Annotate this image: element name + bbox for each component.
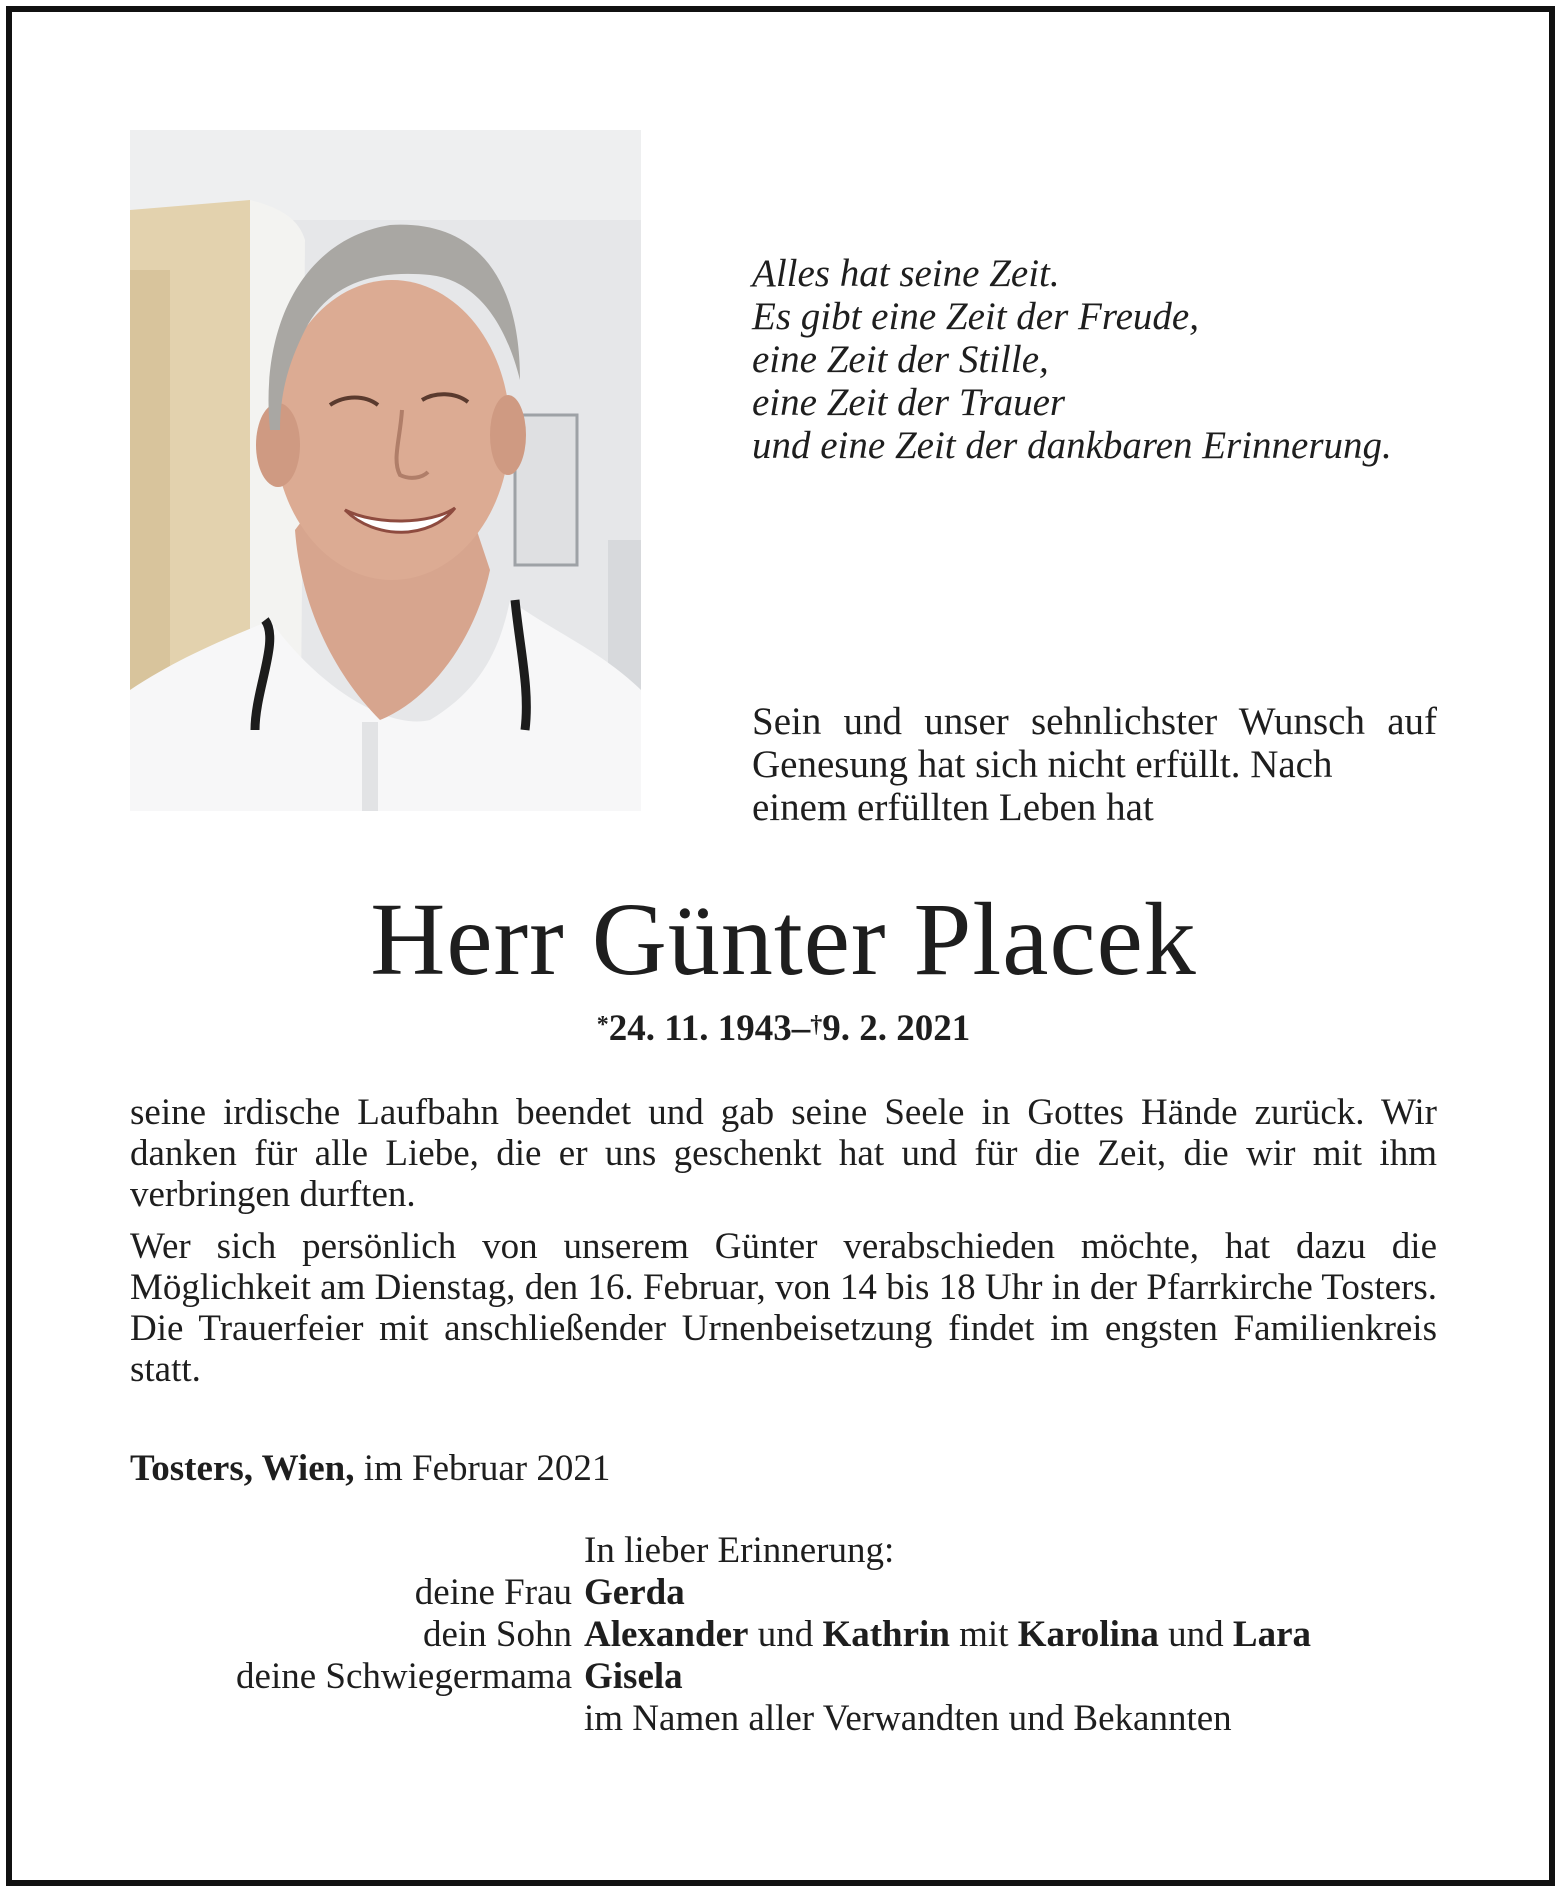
portrait-illustration [130,130,641,811]
connector-word: mit [959,1614,1009,1655]
death-date: 9. 2. 2021 [822,1008,971,1049]
quote-line: eine Zeit der Stille, [752,338,1049,381]
mourner-row [130,1656,1440,1698]
mourners-closing-row [130,1698,1440,1740]
mourner-name: Gisela [584,1656,683,1697]
birth-date: 24. 11. 1943 [608,1008,792,1049]
mourner-name: Alexander [584,1614,749,1655]
place-date [130,1448,610,1490]
mourner-name: Gerda [584,1572,685,1613]
mourner-role: deine Frau [414,1572,572,1613]
quote-line: und eine Zeit der dankbaren Erinnerung. [752,424,1392,467]
life-dates [0,1004,1567,1054]
quote-line: Es gibt eine Zeit der Freude, [752,295,1199,338]
notice-date: im Februar 2021 [363,1448,611,1489]
mourner-role: dein Sohn [422,1614,572,1655]
mourners-heading-row [130,1530,1440,1572]
quote-line: Alles hat seine Zeit. [752,252,1060,295]
mourners-list [130,1530,1440,1740]
intro-paragraph: Sein und unser sehnlichster Wunsch auf Genesung hat sich nicht erfüllt. Nach [752,700,1437,786]
mourner-name: Lara [1232,1614,1312,1655]
body-paragraph: Wer sich persönlich von unserem Günter verabschieden möchte, hat dazu die Möglichkeit am Dienstag, den 16. Februar, von 14 bis 18 Uhr in der Pfarrkirche Tosters. Die Trauerfeier mit anschließender Urnenbeisetzung findet im engsten Familienkreis statt. [130,1226,1437,1390]
portrait-photo [130,130,641,811]
mourner-role: deine Schwiegermama [236,1656,572,1697]
body-paragraph: seine irdische Laufbahn beendet und gab seine Seele in Gottes Hände zurück. Wir danken für alle Liebe, die er uns geschenkt hat und für die Zeit, die wir mit ihm verbringen durften. [130,1092,1437,1215]
place-names: Tosters, Wien, [130,1448,355,1489]
intro-last-line: einem erfüllten Leben hat [752,786,1154,829]
mourner-name: Kathrin [822,1614,950,1655]
mourners-closing: im Namen aller Verwandten und Bekannten [584,1698,1232,1739]
connector-word: und [1168,1614,1224,1655]
mourner-name: Karolina [1017,1614,1159,1655]
mourner-row [130,1572,1440,1614]
deceased-name: Herr Günter Placek [370,882,1197,997]
death-symbol: † [810,1012,823,1038]
memorial-quote [752,252,1492,467]
connector-word: und [757,1614,814,1655]
obituary-body [130,1092,1437,1401]
mourners-heading: In lieber Erinnerung: [584,1530,895,1571]
intro-text [752,700,1437,829]
quote-line: eine Zeit der Trauer [752,381,1066,424]
mourner-row [130,1614,1440,1656]
birth-symbol: * [596,1012,609,1038]
date-separator: – [791,1008,811,1049]
